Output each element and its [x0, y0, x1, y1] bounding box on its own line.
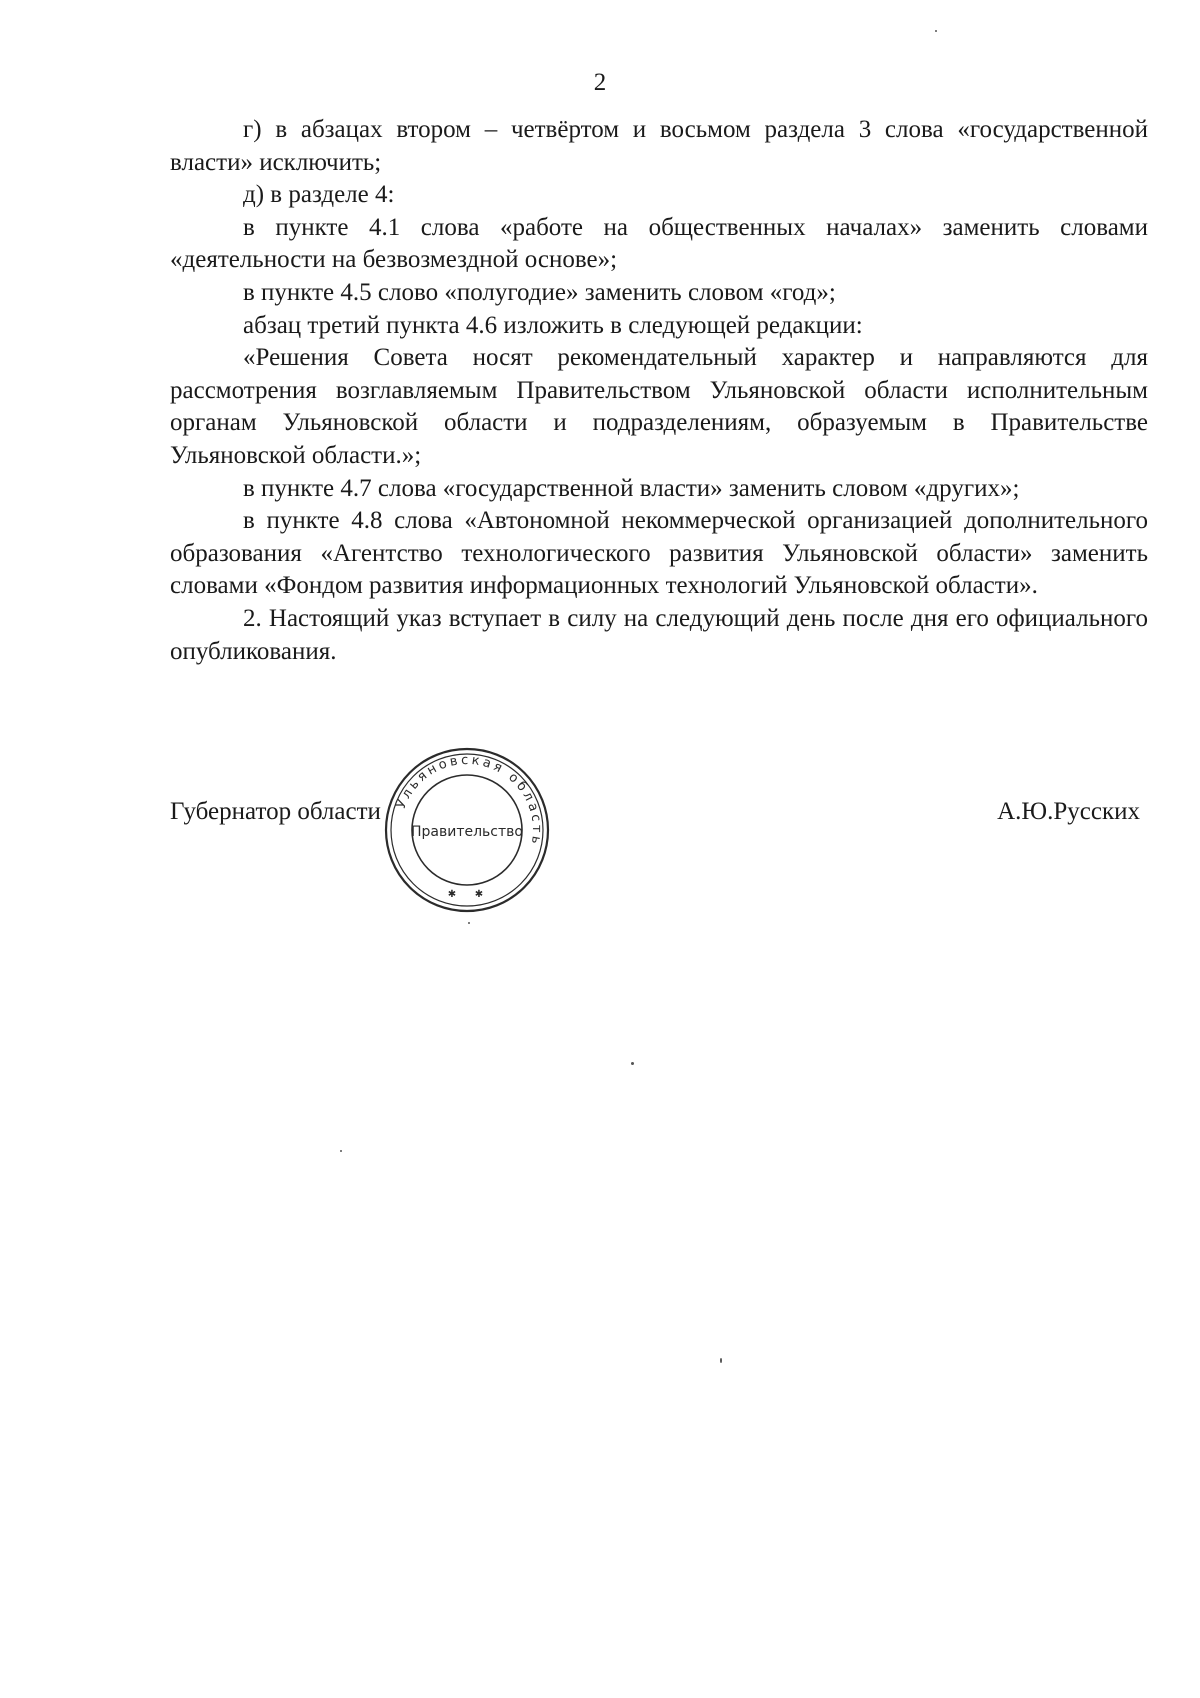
signer-position: Губернатор области [170, 798, 381, 825]
paragraph-council-decisions: «Решения Совета носят рекомендательный характер и направляются для рассмотрения возглавляемым Правительством Ульяновской области исполнительным органам Ульяновской области и подразделениям, образуемым в Правительстве Ульяновской области.»; [170, 344, 1148, 469]
signer-name: А.Ю.Русских [997, 798, 1140, 825]
signature-block [170, 796, 1140, 836]
stamp-star-left-icon: ✱ [447, 889, 457, 900]
stamp-star-right-icon: ✱ [474, 889, 484, 900]
stamp-center-text: Правительство [411, 824, 523, 840]
paragraph-entry-into-force: 2. Настоящий указ вступает в силу на следующий день после дня его официального опубликования. [170, 604, 1148, 665]
paragraph-item-g: г) в абзацах втором – четвёртом и восьмом раздела 3 слова «государственной власти» исключить; [170, 116, 1148, 176]
paragraph-point-4-1: в пункте 4.1 слова «работе на общественных началах» заменить словами «деятельности на безвозмездной основе»; [170, 213, 1148, 274]
scan-speck [468, 922, 470, 924]
scan-speck [935, 30, 937, 32]
scan-speck [631, 1062, 634, 1065]
paragraph-point-4-6: абзац третий пункта 4.6 изложить в следующей редакции: [243, 311, 863, 339]
scan-speck [340, 1150, 342, 1152]
paragraph-item-d: д) в разделе 4: [243, 181, 395, 209]
paragraph-point-4-5: в пункте 4.5 слово «полугодие» заменить словом «год»; [243, 278, 836, 306]
document-body [170, 114, 1148, 668]
official-stamp [382, 745, 552, 915]
stamp-ring-text: Ульяновская область [393, 752, 545, 848]
paragraph-point-4-8: в пункте 4.8 слова «Автономной некоммерческой организацией дополнительного образования «Агентство технологического развития Ульяновской области» заменить словами «Фондом развития информационных технологий Ульяновской области». [170, 507, 1148, 600]
scan-speck [720, 1358, 722, 1363]
paragraph-point-4-7: в пункте 4.7 слова «государственной власти» заменить словом «других»; [243, 474, 1020, 502]
page-number: 2 [593, 69, 607, 96]
